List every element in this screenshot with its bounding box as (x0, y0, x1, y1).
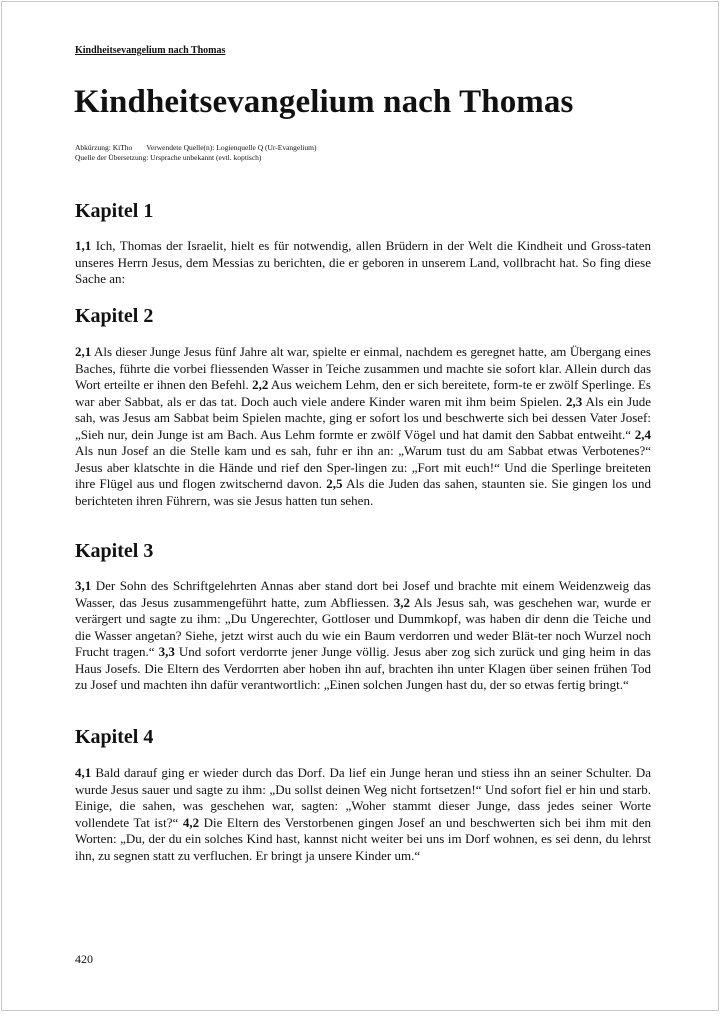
verse-number: 3,1 (75, 578, 92, 593)
verse-text: Die Eltern des Verstorbenen gingen Josef an und beschwerten sich bei ihm mit den Worten: „Du, der du ein solches Kind hast, kannst nicht weiter bei uns im Dorf wohnen, es sei denn, du lehrst ihn, zu segnen statt zu verfluchen. Er bringt ja unsere Kinder um.“ (75, 814, 651, 863)
chapter-3-text (75, 578, 651, 694)
chapter-2-text (75, 344, 651, 509)
page-number: 420 (75, 952, 93, 966)
verse-text: Der Sohn des Schriftgelehrten Annas aber stand dort bei Josef und brachte mit einem Weidenzweig das Wasser, das Jesus zusammengeführt hatte, zum Abfliessen. (75, 578, 651, 610)
document-title: Kindheitsevangelium nach Thomas (74, 84, 574, 120)
meta-sources: Verwendete Quelle(n): Logienquelle Q (Ur-Evangelium) (146, 143, 317, 152)
verse-text: Als dieser Junge Jesus fünf Jahre alt war, spielte er einmal, nachdem es geregnet hatte, am Übergang eines Baches, führte die vorbei fliessenden Wasser in Teiche zusammen und machte sie sofort klar. Allein durch das Wort erteilte er ihnen den Befehl. (75, 344, 651, 392)
verse-text: Als die Juden das sahen, staunten sie. Sie gingen los und berichteten ihren Führern, was sie Jesus hatten tun sehen. (75, 476, 651, 508)
verse-number: 1,1 (75, 238, 92, 253)
document-page (1, 1, 719, 1011)
verse-text: Und sofort verdorrte jener Junge völlig. Jesus aber zog sich zurück und ging heim in das Haus Josefs. Die Eltern des Verdorrten aber hoben ihn auf, brachten ihn unter Klagen über seinen frühen Tod zu Josef und machten ihn dafür verantwortlich: „Einen solchen Jungen hast du, der so etwas fertig bringt.“ (75, 644, 651, 692)
verse-text: Bald darauf ging er wieder durch das Dorf. Da lief ein Junge heran und stiess ihn an seiner Schulter. Da wurde Jesus sauer und sagte zu ihm: „Du sollst deinen Weg nicht fortsetzen!“ Und sofort fiel er hin und starb. Einige, die sahen, was geschehen war, sagten: „Woher stammt dieser Junge, dass jedes seiner Worte vollendete Tat ist?“ (75, 765, 651, 830)
verse-number: 2,1 (75, 344, 92, 359)
verse-number: 2,4 (634, 426, 651, 442)
chapter-1-text (75, 238, 651, 288)
verse-number: 4,2 (182, 814, 200, 830)
verse-text: Aus weichem Lehm, den er sich bereitete, form-te er zwölf Sperlinge. Es war aber Sabbat, als er das tat. Doch auch viele andere Kinder waren mit ihm beim Spielen. (75, 377, 651, 409)
running-head: Kindheitsevangelium nach Thomas (75, 45, 226, 56)
chapter-2-heading: Kapitel 2 (75, 305, 154, 327)
chapter-4-heading: Kapitel 4 (75, 726, 154, 748)
chapter-3-heading: Kapitel 3 (75, 540, 154, 562)
verse-number: 3,3 (158, 644, 175, 659)
chapter-1-heading: Kapitel 1 (75, 200, 154, 222)
verse-text: Ich, Thomas der Israelit, hielt es für notwendig, allen Brüdern in der Welt die Kindheit und Gross-taten unseres Herrn Jesus, dem Messias zu berichten, die er geboren in unserem Land, vollbracht hat. So fing diese Sache an: (75, 238, 651, 286)
verse-number: 2,5 (326, 476, 343, 491)
verse-number: 3,2 (393, 594, 411, 610)
verse-number: 4,1 (75, 765, 92, 780)
verse-number: 2,2 (252, 377, 269, 392)
verse-number: 2,3 (566, 393, 583, 409)
verse-text: Als Jesus sah, was geschehen war, wurde er verärgert und sagte zu ihm: „Du Ungerechter, Gottloser und Dummkopf, was haben dir denn die Teiche und die Wasser angetan? Siehe, jetzt wirst auch du wie ein Baum verdorren und weder Blät-ter noch Wurzel noch Frucht tragen.“ (75, 594, 652, 659)
verse-text: Als nun Josef an die Stelle kam und es sah, fuhr er ihn an: „Warum tust du am Sabbat etwas Verbotenes?“ Jesus aber klatschte in die Hände und rief den Sper-lingen zu: „Fort mit euch!“ Und die Sperlinge breiteten ihre Flügel aus und flogen zwitschernd davon. (75, 443, 651, 491)
meta-translation-source: Quelle der Übersetzung: Ursprache unbekannt (evtl. koptisch) (75, 153, 262, 162)
document-meta (75, 143, 317, 163)
chapter-4-text (75, 765, 651, 864)
verse-text: Als ein Jude sah, was Jesus am Sabbat beim Spielen machte, ging er sofort los und beschwerte sich bei dessen Vater Josef: „Sieh nur, dein Junge ist am Bach. Aus Lehm formte er zwölf Vögel und hat damit den Sabbat entweiht.“ (75, 393, 651, 442)
meta-abbreviation: Abkürzung: KiTho (75, 143, 133, 152)
